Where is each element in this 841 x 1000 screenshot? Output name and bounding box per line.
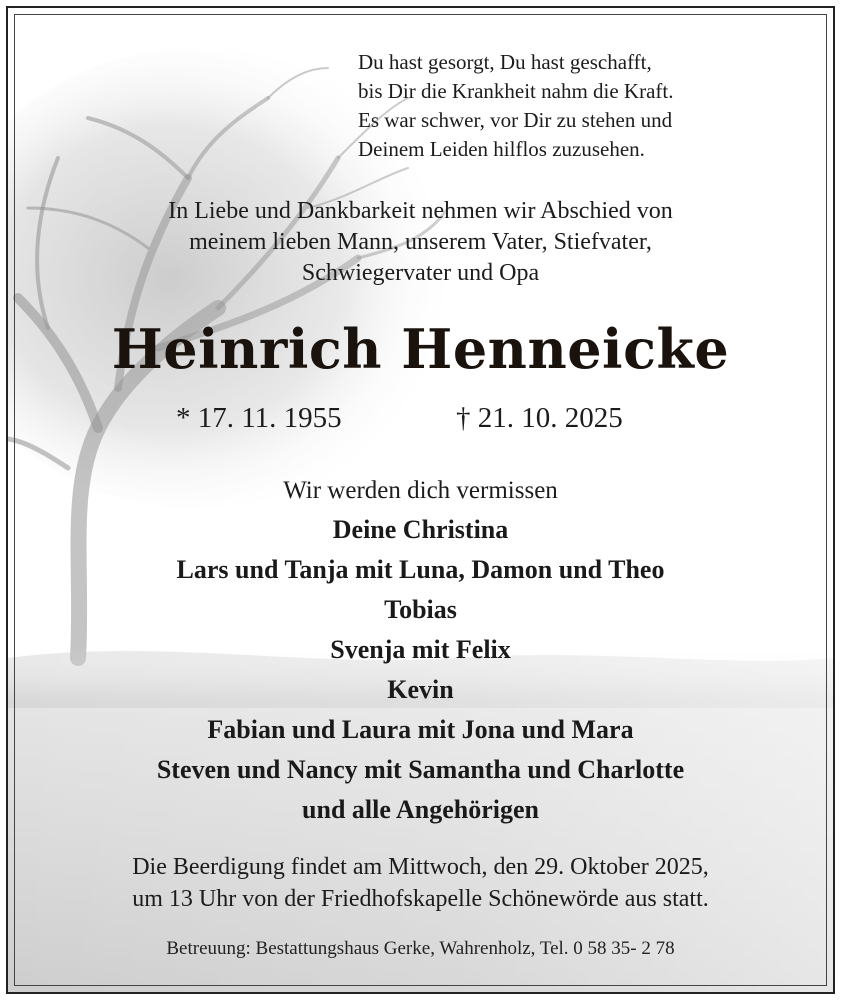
funeral-details — [8, 851, 833, 915]
mourner-entry: Fabian und Laura mit Jona und Mara — [207, 715, 634, 744]
poem-line: Du hast gesorgt, Du hast geschafft, — [358, 50, 652, 74]
death-date: † 21. 10. 2025 — [456, 402, 623, 434]
poem-line: Es war schwer, vor Dir zu stehen und — [358, 108, 673, 132]
funeral-line: um 13 Uhr von der Friedhofskapelle Schönewörde aus statt. — [132, 886, 709, 912]
mourners-heading: Wir werden dich vermissen — [283, 477, 558, 504]
funeral-line: Die Beerdigung findet am Mittwoch, den 29. Oktober 2025, — [132, 854, 709, 880]
poem-line: Deinem Leiden hilflos zuzusehen. — [358, 137, 645, 161]
mourner-entry: Tobias — [384, 595, 457, 624]
mourner-entry: Kevin — [387, 675, 454, 704]
intro-line: Schwiegervater und Opa — [301, 260, 540, 286]
mourner-entry: Svenja mit Felix — [330, 635, 511, 664]
mourner-entry: Lars und Tanja mit Luna, Damon und Theo — [176, 555, 665, 584]
mourner-entry: und alle Angehörigen — [302, 795, 539, 824]
intro-line: meinem lieben Mann, unserem Vater, Stiefvater, — [189, 229, 652, 255]
farewell-intro — [8, 196, 833, 289]
mourner-entry: Deine Christina — [332, 515, 509, 544]
intro-line: In Liebe und Dankbarkeit nehmen wir Abschied von — [168, 198, 673, 224]
undertaker-info: Betreuung: Bestattungshaus Gerke, Wahrenholz, Tel. 0 58 35- 2 78 — [166, 938, 675, 959]
life-dates — [8, 398, 833, 438]
poem-line: bis Dir die Krankheit nahm die Kraft. — [358, 79, 674, 103]
birth-date: * 17. 11. 1955 — [176, 402, 342, 434]
mourners-list — [8, 510, 833, 830]
mourner-entry: Steven und Nancy mit Samantha und Charlotte — [156, 755, 685, 784]
poem-block — [358, 48, 674, 164]
obituary-content — [8, 8, 833, 992]
obituary-card — [6, 6, 835, 994]
deceased-name: Heinrich Henneicke — [111, 317, 730, 381]
